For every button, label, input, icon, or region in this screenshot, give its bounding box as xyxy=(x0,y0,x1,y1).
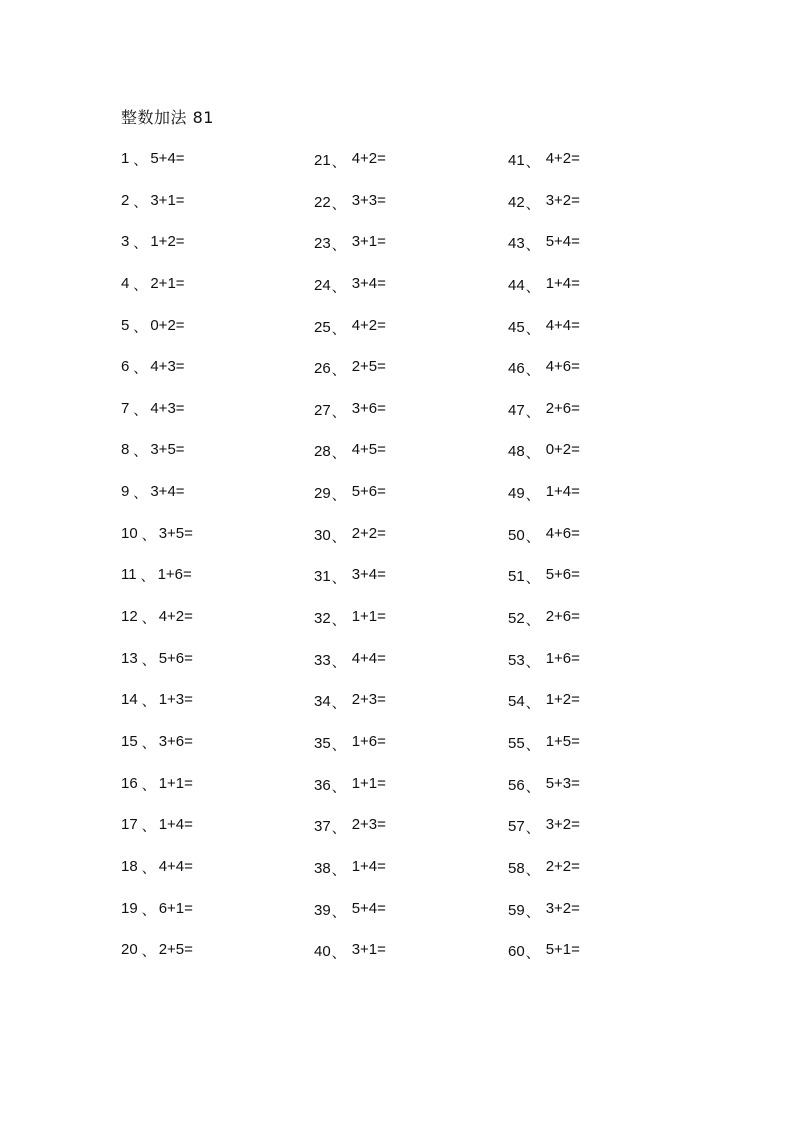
problem-expression: 1+2= xyxy=(545,691,580,709)
problem-expression: 1+1= xyxy=(158,774,193,792)
problem-item xyxy=(314,733,494,775)
problem-item xyxy=(314,775,494,817)
problem-expression: 4+2= xyxy=(351,316,386,334)
problem-expression: 0+2= xyxy=(545,441,580,459)
problem-number: 7 xyxy=(121,399,130,417)
problem-separator: 、 xyxy=(331,571,346,588)
problem-item xyxy=(508,608,688,650)
problem-number: 13 xyxy=(121,649,138,667)
problem-separator: 、 xyxy=(525,363,540,380)
problem-expression: 0+2= xyxy=(150,316,185,334)
problem-separator: 、 xyxy=(525,862,540,879)
problem-separator: 、 xyxy=(141,819,156,836)
problem-number: 19 xyxy=(121,899,138,917)
problem-expression: 6+1= xyxy=(158,899,193,917)
problem-number: 28 xyxy=(314,443,331,461)
problem-item xyxy=(121,525,301,567)
problem-separator: 、 xyxy=(141,527,156,544)
problem-expression: 2+3= xyxy=(351,691,386,709)
problem-item xyxy=(314,650,494,692)
problem-number: 31 xyxy=(314,568,331,586)
problem-expression: 4+2= xyxy=(545,150,580,167)
problem-item xyxy=(314,441,494,483)
problem-expression: 2+6= xyxy=(545,399,580,417)
problem-item xyxy=(508,192,688,234)
problem-item xyxy=(508,441,688,483)
problem-number: 40 xyxy=(314,943,331,961)
problem-separator: 、 xyxy=(525,404,540,421)
problem-item xyxy=(508,566,688,608)
problem-item xyxy=(314,233,494,275)
problem-item xyxy=(121,816,301,858)
problem-number: 35 xyxy=(314,734,331,752)
problem-expression: 3+4= xyxy=(150,483,185,501)
problem-expression: 5+3= xyxy=(545,774,580,792)
problem-number: 33 xyxy=(314,651,331,669)
problem-expression: 1+4= xyxy=(545,274,580,292)
problem-number: 16 xyxy=(121,774,138,792)
problem-number: 55 xyxy=(508,734,525,752)
problem-item xyxy=(508,400,688,442)
problem-item xyxy=(314,858,494,900)
problem-item xyxy=(508,233,688,275)
problem-item xyxy=(121,650,301,692)
problem-expression: 3+6= xyxy=(351,399,386,417)
problem-separator: 、 xyxy=(331,321,346,338)
problem-separator: 、 xyxy=(141,902,156,919)
problem-expression: 3+1= xyxy=(150,191,185,209)
problem-expression: 5+6= xyxy=(351,483,386,501)
problem-expression: 4+2= xyxy=(158,608,193,626)
problem-separator: 、 xyxy=(525,238,540,255)
problem-item xyxy=(314,317,494,359)
problem-expression: 4+3= xyxy=(150,399,185,417)
problem-number: 38 xyxy=(314,859,331,877)
problem-number: 52 xyxy=(508,610,525,628)
problem-number: 4 xyxy=(121,274,130,292)
problem-item xyxy=(121,566,301,608)
problem-expression: 3+1= xyxy=(351,233,386,251)
problem-separator: 、 xyxy=(133,236,148,253)
problem-item xyxy=(121,358,301,400)
problem-item xyxy=(314,150,494,192)
problem-separator: 、 xyxy=(331,529,346,546)
problem-expression: 5+4= xyxy=(545,233,580,251)
problem-item xyxy=(314,192,494,234)
problem-item xyxy=(121,858,301,900)
problem-separator: 、 xyxy=(331,363,346,380)
problem-separator: 、 xyxy=(141,860,156,877)
problem-expression: 1+4= xyxy=(158,816,193,834)
problem-expression: 1+1= xyxy=(351,608,386,626)
problem-expression: 5+4= xyxy=(351,899,386,917)
problem-expression: 3+6= xyxy=(158,732,193,750)
problem-separator: 、 xyxy=(331,613,346,630)
problem-expression: 5+1= xyxy=(545,941,580,959)
problem-number: 25 xyxy=(314,318,331,336)
problem-item xyxy=(121,483,301,525)
problem-separator: 、 xyxy=(525,155,540,171)
problem-number: 37 xyxy=(314,818,331,836)
problem-separator: 、 xyxy=(331,196,346,213)
problem-separator: 、 xyxy=(525,446,540,463)
problem-number: 26 xyxy=(314,360,331,378)
problem-number: 8 xyxy=(121,441,130,459)
problem-number: 17 xyxy=(121,816,138,834)
problem-item xyxy=(121,733,301,775)
problem-separator: 、 xyxy=(331,654,346,671)
problem-number: 34 xyxy=(314,693,331,711)
problem-expression: 2+5= xyxy=(158,941,193,959)
problem-number: 22 xyxy=(314,193,331,211)
problem-item xyxy=(121,275,301,317)
problem-number: 57 xyxy=(508,818,525,836)
problem-item xyxy=(508,816,688,858)
problem-number: 56 xyxy=(508,776,525,794)
problem-item xyxy=(314,691,494,733)
problem-number: 50 xyxy=(508,526,525,544)
problem-number: 24 xyxy=(314,276,331,294)
problem-item xyxy=(314,608,494,650)
problem-separator: 、 xyxy=(525,779,540,796)
problem-expression: 1+1= xyxy=(351,774,386,792)
problem-separator: 、 xyxy=(525,946,540,963)
problem-number: 27 xyxy=(314,401,331,419)
problem-item xyxy=(508,275,688,317)
problem-number: 58 xyxy=(508,859,525,877)
problem-expression: 1+4= xyxy=(351,857,386,875)
problem-item xyxy=(121,317,301,359)
problem-number: 12 xyxy=(121,608,138,626)
problem-expression: 1+4= xyxy=(545,483,580,501)
problem-number: 18 xyxy=(121,857,138,875)
problem-separator: 、 xyxy=(525,321,540,338)
problem-expression: 2+2= xyxy=(545,857,580,875)
problem-expression: 5+6= xyxy=(158,649,193,667)
problem-separator: 、 xyxy=(525,737,540,754)
problem-number: 3 xyxy=(121,233,130,251)
problem-number: 51 xyxy=(508,568,525,586)
problem-expression: 2+5= xyxy=(351,358,386,376)
problem-number: 10 xyxy=(121,524,138,542)
problem-separator: 、 xyxy=(133,361,148,378)
problem-expression: 4+3= xyxy=(150,358,185,376)
problem-item xyxy=(314,275,494,317)
problem-item xyxy=(314,483,494,525)
problem-item xyxy=(121,150,301,192)
problem-number: 36 xyxy=(314,776,331,794)
problem-item xyxy=(508,650,688,692)
problem-separator: 、 xyxy=(525,613,540,630)
problem-number: 46 xyxy=(508,360,525,378)
problem-item xyxy=(508,900,688,942)
problem-expression: 5+4= xyxy=(150,150,185,167)
problem-separator: 、 xyxy=(331,279,346,296)
problem-expression: 4+4= xyxy=(351,649,386,667)
problem-separator: 、 xyxy=(331,946,346,963)
problem-number: 48 xyxy=(508,443,525,461)
problem-number: 42 xyxy=(508,193,525,211)
problem-separator: 、 xyxy=(133,319,148,336)
problem-number: 49 xyxy=(508,485,525,503)
problem-expression: 1+2= xyxy=(150,233,185,251)
problem-number: 53 xyxy=(508,651,525,669)
problem-number: 9 xyxy=(121,483,130,501)
problem-expression: 4+6= xyxy=(545,358,580,376)
problem-number: 32 xyxy=(314,610,331,628)
problem-item xyxy=(121,900,301,942)
problem-column-2 xyxy=(314,150,494,983)
problem-separator: 、 xyxy=(141,611,156,628)
problem-number: 44 xyxy=(508,276,525,294)
problem-item xyxy=(121,941,301,983)
problem-expression: 2+1= xyxy=(150,274,185,292)
problem-item xyxy=(314,566,494,608)
problem-expression: 1+6= xyxy=(351,732,386,750)
problem-expression: 2+2= xyxy=(351,524,386,542)
problem-number: 59 xyxy=(508,901,525,919)
problem-number: 23 xyxy=(314,235,331,253)
problem-expression: 3+5= xyxy=(150,441,185,459)
problem-separator: 、 xyxy=(331,904,346,921)
problem-item xyxy=(508,483,688,525)
problem-separator: 、 xyxy=(331,737,346,754)
problem-separator: 、 xyxy=(133,444,148,461)
problem-item xyxy=(121,400,301,442)
problem-separator: 、 xyxy=(331,446,346,463)
page-title: 整数加法 81 xyxy=(121,108,214,127)
problem-separator: 、 xyxy=(525,571,540,588)
problem-separator: 、 xyxy=(525,529,540,546)
problem-item xyxy=(314,816,494,858)
problem-number: 30 xyxy=(314,526,331,544)
problem-item xyxy=(508,858,688,900)
problem-item xyxy=(508,775,688,817)
problem-expression: 3+3= xyxy=(351,191,386,209)
problem-expression: 5+6= xyxy=(545,566,580,584)
problem-item xyxy=(508,317,688,359)
problem-expression: 1+3= xyxy=(158,691,193,709)
problem-item xyxy=(508,358,688,400)
problem-separator: 、 xyxy=(331,404,346,421)
problem-column-3 xyxy=(508,150,688,983)
problem-separator: 、 xyxy=(525,488,540,505)
problem-expression: 1+6= xyxy=(157,566,192,584)
problem-expression: 3+5= xyxy=(158,524,193,542)
problem-expression: 4+2= xyxy=(351,150,386,167)
problem-item xyxy=(508,941,688,983)
problem-number: 47 xyxy=(508,401,525,419)
problem-item xyxy=(121,233,301,275)
problem-item xyxy=(121,775,301,817)
problem-expression: 1+6= xyxy=(545,649,580,667)
problem-separator: 、 xyxy=(331,155,346,171)
problem-item xyxy=(314,941,494,983)
problem-separator: 、 xyxy=(525,654,540,671)
problem-item xyxy=(121,192,301,234)
problem-expression: 1+5= xyxy=(545,732,580,750)
problem-number: 11 xyxy=(121,566,137,584)
problem-expression: 2+3= xyxy=(351,816,386,834)
problem-item xyxy=(314,900,494,942)
problem-separator: 、 xyxy=(141,735,156,752)
problem-item xyxy=(508,525,688,567)
problem-separator: 、 xyxy=(133,486,148,503)
problem-number: 20 xyxy=(121,941,138,959)
problem-expression: 3+4= xyxy=(351,566,386,584)
problem-separator: 、 xyxy=(141,944,156,961)
problem-separator: 、 xyxy=(331,821,346,838)
problem-item xyxy=(508,150,688,192)
problem-expression: 4+4= xyxy=(545,316,580,334)
problem-separator: 、 xyxy=(331,238,346,255)
problem-expression: 3+4= xyxy=(351,274,386,292)
problem-expression: 2+6= xyxy=(545,608,580,626)
problem-column-1 xyxy=(121,150,301,983)
problem-separator: 、 xyxy=(525,279,540,296)
problem-separator: 、 xyxy=(141,777,156,794)
problem-separator: 、 xyxy=(141,694,156,711)
problem-number: 15 xyxy=(121,732,138,750)
problem-number: 6 xyxy=(121,358,130,376)
problem-expression: 3+2= xyxy=(545,899,580,917)
problem-expression: 3+2= xyxy=(545,191,580,209)
problem-separator: 、 xyxy=(331,779,346,796)
problem-number: 29 xyxy=(314,485,331,503)
problem-item xyxy=(508,691,688,733)
problem-item xyxy=(508,733,688,775)
problem-separator: 、 xyxy=(525,696,540,713)
problem-separator: 、 xyxy=(140,569,155,586)
problem-separator: 、 xyxy=(331,862,346,879)
problem-separator: 、 xyxy=(331,488,346,505)
problem-separator: 、 xyxy=(525,904,540,921)
problem-number: 2 xyxy=(121,191,130,209)
problem-separator: 、 xyxy=(525,196,540,213)
problem-separator: 、 xyxy=(141,652,156,669)
problem-separator: 、 xyxy=(525,821,540,838)
problem-item xyxy=(121,608,301,650)
problem-item xyxy=(314,525,494,567)
problem-separator: 、 xyxy=(331,696,346,713)
problem-separator: 、 xyxy=(133,402,148,419)
problem-expression: 4+4= xyxy=(158,857,193,875)
problem-separator: 、 xyxy=(133,194,148,211)
problem-number: 39 xyxy=(314,901,331,919)
problem-separator: 、 xyxy=(133,277,148,294)
problem-expression: 4+6= xyxy=(545,524,580,542)
problem-item xyxy=(314,358,494,400)
problem-expression: 3+1= xyxy=(351,941,386,959)
problem-number: 14 xyxy=(121,691,138,709)
problem-number: 43 xyxy=(508,235,525,253)
problem-number: 21 xyxy=(314,152,331,169)
problem-number: 5 xyxy=(121,316,130,334)
problem-number: 45 xyxy=(508,318,525,336)
problem-number: 60 xyxy=(508,943,525,961)
problem-number: 54 xyxy=(508,693,525,711)
problem-number: 1 xyxy=(121,150,130,167)
problem-item xyxy=(314,400,494,442)
problem-item xyxy=(121,441,301,483)
problem-item xyxy=(121,691,301,733)
problem-separator: 、 xyxy=(133,153,148,169)
problem-expression: 4+5= xyxy=(351,441,386,459)
problem-expression: 3+2= xyxy=(545,816,580,834)
problem-number: 41 xyxy=(508,152,525,169)
